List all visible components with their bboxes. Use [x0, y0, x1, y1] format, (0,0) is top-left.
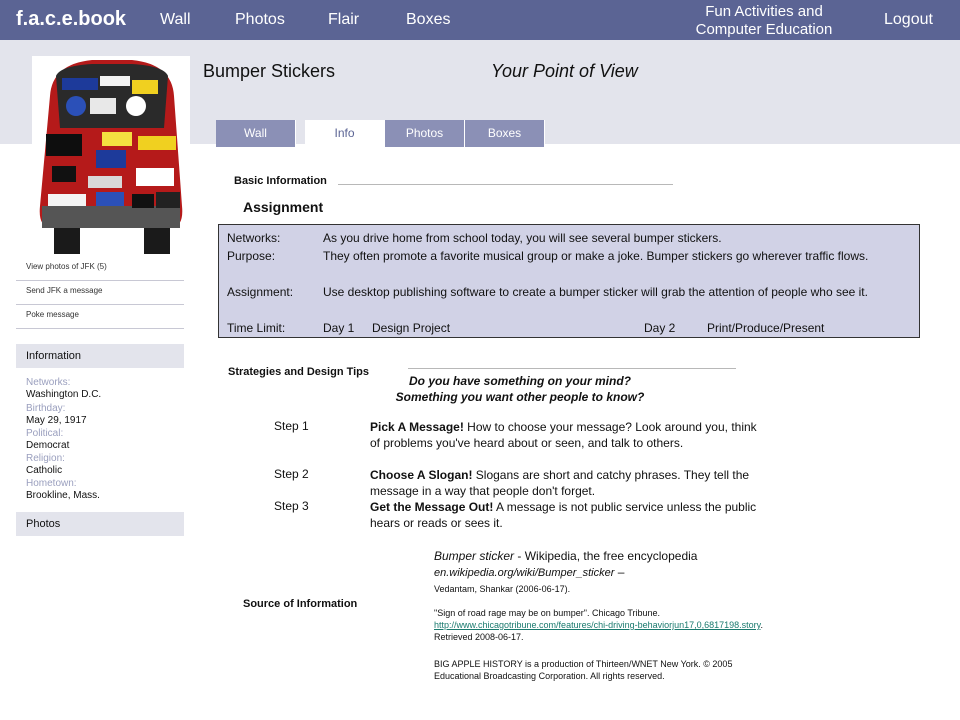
day1-label: Day 1 [323, 321, 355, 335]
page-title: Bumper Stickers [203, 61, 336, 81]
wiki-title: Bumper sticker [434, 549, 515, 563]
question-1: Do you have something on your mind? [408, 374, 631, 388]
assignment-title: Assignment [243, 199, 324, 215]
nav-fun-activities[interactable] [674, 3, 854, 39]
wiki-dash: – [614, 565, 625, 579]
nav-wall[interactable]: Wall [160, 11, 191, 28]
section-rule [408, 368, 736, 369]
purpose-label: Purpose: [227, 249, 276, 263]
send-message-link[interactable]: Send JFK a message [26, 286, 103, 295]
info-value: May 29, 1917 [26, 415, 87, 426]
brand-logo[interactable]: f.a.c.e.book [16, 8, 127, 30]
tab-photos[interactable]: Photos [385, 120, 465, 147]
top-nav-bar [0, 0, 960, 40]
step-2-text [370, 467, 760, 499]
nav-flair[interactable]: Flair [328, 11, 360, 28]
source-tribune [434, 607, 774, 643]
sidebar-divider [16, 328, 184, 329]
step-1-body: How to choose your message? Look around you, think of problems you've heard about or seen, and talk to others. [370, 420, 757, 450]
step-2-body: Slogans are short and catchy phrases. They tell the message in a way that people don't forget. [370, 468, 750, 498]
wiki-desc: - Wikipedia, the free encyclopedia [514, 549, 698, 563]
tribune-retrieved: . Retrieved 2008-06-17. [434, 620, 764, 642]
assignment-text: Use desktop publishing software to create a bumper sticker will grab the attention of people who see it. [323, 285, 868, 299]
day2-task: Print/Produce/Present [707, 321, 825, 335]
info-value: Catholic [26, 465, 63, 476]
sources-heading: Source of Information [243, 598, 358, 610]
info-value: Democrat [26, 440, 70, 451]
info-label: Religion: [26, 453, 65, 464]
wiki-url: en.wikipedia.org/wiki/Bumper_sticker [434, 567, 615, 579]
step-3-title: Get the Message Out! [370, 500, 494, 514]
profile-photo[interactable] [32, 56, 190, 256]
photos-header[interactable]: Photos [16, 512, 184, 536]
step-1-text [370, 419, 760, 451]
purpose-text: They often promote a favorite musical group or make a joke. Bumper stickers go wherever traffic flows. [323, 249, 869, 263]
wiki-author: Vedantam, Shankar (2006-06-17). [434, 584, 571, 594]
tab-boxes[interactable]: Boxes [465, 120, 545, 147]
source-bigapple: BIG APPLE HISTORY is a production of Thirteen/WNET New York. © 2005 Educational Broadcasting Corporation. All rights reserved. [434, 659, 733, 681]
info-label: Hometown: [26, 478, 77, 489]
info-label: Political: [26, 428, 64, 439]
step-3-body: A message is not public service unless the public hears or reads or sees it. [370, 500, 757, 530]
page-subtitle: Your Point of View [491, 61, 638, 81]
step-2-title: Choose A Slogan! [370, 468, 473, 482]
nav-fun-line-1: Fun Activities and [705, 3, 823, 20]
tab-wall[interactable]: Wall [216, 120, 296, 147]
source-wikipedia [434, 548, 774, 597]
info-label: Birthday: [26, 403, 66, 414]
step-3-label: Step 3 [274, 499, 309, 513]
question-2: Something you want other people to know? [395, 390, 645, 404]
information-header: Information [16, 344, 184, 368]
logout-link[interactable]: Logout [884, 11, 933, 28]
time-limit-label: Time Limit: [227, 321, 286, 335]
step-2-label: Step 2 [274, 467, 309, 481]
sidebar-divider [16, 280, 184, 281]
tribune-text: "Sign of road rage may be on bumper". Chicago Tribune. [434, 608, 661, 618]
day2-label: Day 2 [644, 321, 676, 335]
tribune-link[interactable]: http://www.chicagotribune.com/features/chi-driving-behaviorjun17,0,6817198.story [434, 620, 761, 630]
tab-info[interactable]: Info [305, 120, 385, 147]
assignment-box [218, 224, 920, 338]
step-3-text [370, 499, 760, 531]
info-value: Washington D.C. [26, 389, 102, 400]
section-rule [338, 184, 673, 185]
day1-task: Design Project [372, 321, 451, 335]
nav-boxes[interactable]: Boxes [406, 11, 451, 28]
nav-fun-line-2: Computer Education [695, 21, 833, 38]
sidebar-divider [16, 304, 184, 305]
view-photos-link[interactable]: View photos of JFK (5) [26, 262, 107, 271]
step-1-title: Pick A Message! [370, 420, 464, 434]
info-value: Brookline, Mass. [26, 490, 100, 501]
poke-message-link[interactable]: Poke message [26, 310, 79, 319]
networks-label: Networks: [227, 231, 281, 245]
info-label: Networks: [26, 377, 71, 388]
strategies-heading: Strategies and Design Tips [228, 366, 370, 378]
nav-photos[interactable]: Photos [235, 11, 285, 28]
basic-info-heading: Basic Information [234, 175, 327, 187]
step-1-label: Step 1 [274, 419, 309, 433]
car-illustration [32, 56, 190, 256]
assignment-label: Assignment: [227, 285, 294, 299]
networks-text: As you drive home from school today, you will see several bumper stickers. [323, 231, 722, 245]
